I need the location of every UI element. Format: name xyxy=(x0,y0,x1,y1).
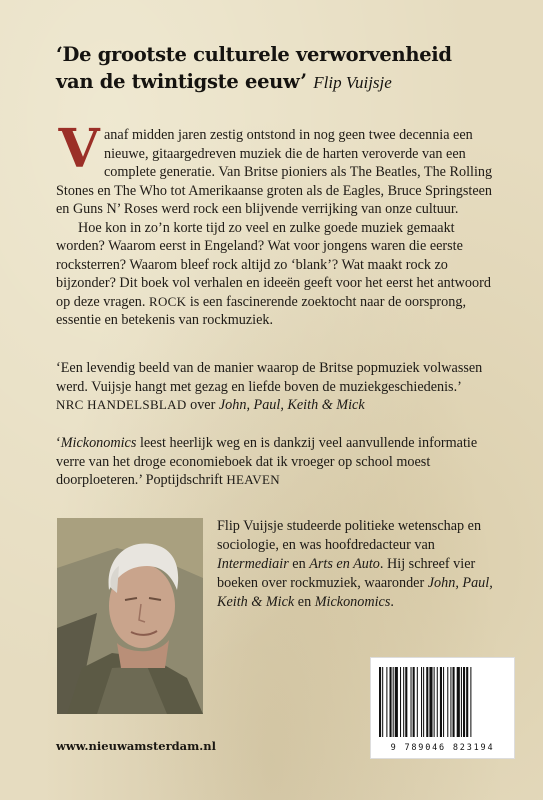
barcode-bar xyxy=(386,667,387,737)
isbn-barcode xyxy=(370,657,515,759)
headline-line-1: ‘De grootste culturele verworvenheid xyxy=(56,43,452,66)
bio-book-1: John, Paul, Keith & Mick xyxy=(217,575,493,610)
barcode-bar xyxy=(423,667,424,737)
review-heaven-source-prefix: Poptijdschrift xyxy=(145,472,223,488)
barcode-bar xyxy=(466,667,468,737)
author-photo-image xyxy=(57,518,203,714)
review-nrc-source-name: NRC HANDELSBLAD xyxy=(56,397,187,412)
barcode-bar xyxy=(421,667,422,737)
barcode-bars xyxy=(379,667,506,737)
barcode-bar xyxy=(453,667,455,737)
barcode-bar xyxy=(411,667,412,737)
barcode-bar xyxy=(429,667,432,737)
review-nrc-over: over xyxy=(190,397,216,413)
review-nrc-source xyxy=(56,396,486,415)
barcode-bar xyxy=(395,667,398,737)
bio-and-2: en xyxy=(297,594,312,610)
barcode-bar xyxy=(403,667,404,737)
review-nrc-quote: ‘Een levendig beeld van de manier waarop de Britse popmuziek volwassen werd. Vuijsje hangt met gezag en liefde boven de muziekgeschiedenis.’ xyxy=(56,360,483,395)
headline-line-2 xyxy=(56,68,526,96)
isbn-number: 9 789046 823194 xyxy=(390,743,495,753)
barcode-bar xyxy=(413,667,415,737)
author-photo xyxy=(57,518,203,714)
blurb-paragraph-2 xyxy=(56,219,494,330)
barcode-bar xyxy=(390,667,392,737)
headline-line-2-text: van de twintigste eeuw’ xyxy=(56,70,307,93)
review-heaven-book-title: Mickonomics xyxy=(60,435,137,451)
barcode-bar xyxy=(457,667,460,737)
barcode-bar xyxy=(461,667,462,737)
blurb-text xyxy=(56,118,494,330)
bio-book-2: Mickonomics xyxy=(314,594,391,610)
bio-text-a: Flip Vuijsje studeerde politieke wetenschap en sociologie, en was hoofdredacteur van xyxy=(217,518,482,553)
barcode-bar xyxy=(393,667,394,737)
bio-and-1: en xyxy=(292,556,306,572)
author-bio xyxy=(217,517,497,612)
barcode-bar xyxy=(463,667,465,737)
barcode-bar xyxy=(379,667,381,737)
review-heaven-open-quote: ‘ xyxy=(56,435,61,451)
rock-smallcaps: ROCK xyxy=(148,293,187,309)
blurb-paragraph-2-text-b: is een fascinerende zoektocht naar de oorsprong, essentie en betekenis van rockmuziek. xyxy=(56,293,466,328)
blurb-paragraph-1 xyxy=(56,118,494,219)
barcode-bar xyxy=(417,667,418,737)
headline-attribution: Flip Vuijsje xyxy=(313,73,392,92)
blurb-paragraph-1-text: anaf midden jaren zestig ontstond in nog geen twee decennia een nieuwe, gitaargedreven muziek die de harten veroverde van een complete generatie. Van Britse pioniers als The Beatles, The Rolling Stones en The Who tot Amerikaanse groten als de Eagles, Bruce Springsteen en Guns N’ Roses werd rock een blijvende verrijking van onze cultuur. xyxy=(56,127,493,217)
review-heaven xyxy=(56,434,496,490)
review-nrc xyxy=(56,359,486,415)
barcode-bar xyxy=(405,667,407,737)
review-nrc-book-title: John, Paul, Keith & Mick xyxy=(218,397,365,413)
bio-text-b: . Hij schreef vier boeken over rockmuziek, waaronder xyxy=(217,556,476,591)
drop-cap: V xyxy=(58,118,100,180)
barcode-bar xyxy=(426,667,428,737)
barcode-bar xyxy=(434,667,435,737)
bio-magazine-2: Arts en Auto xyxy=(309,556,380,572)
barcode-bar xyxy=(440,667,442,737)
publisher-website[interactable]: www.nieuwamsterdam.nl xyxy=(56,739,217,753)
barcode-bar xyxy=(470,667,471,737)
author-bio-text xyxy=(217,517,497,612)
bio-end: . xyxy=(390,594,394,610)
barcode-bar xyxy=(382,667,383,737)
barcode-bar xyxy=(437,667,438,737)
review-heaven-quote xyxy=(56,434,496,490)
review-heaven-source: HEAVEN xyxy=(226,472,280,487)
blurb-paragraph-2-text-a: Hoe kon in zo’n korte tijd zo veel en zulke goede muziek gemaakt worden? Waarom eerst in Engeland? Wat voor jongens waren die eerste rocksterren? Waarom bleef rock altijd zo ‘blank’? Wat maakt rock zo bijzonder? Dit boek vol verhalen en ideeën geeft voor het eerst het antwoord op deze vragen. xyxy=(56,219,491,310)
barcode-bar xyxy=(443,667,444,737)
bio-magazine-1: Intermediair xyxy=(217,556,289,572)
barcode-bar xyxy=(447,667,448,737)
back-cover-headline xyxy=(56,41,526,96)
barcode-bar xyxy=(400,667,401,737)
review-heaven-quote-text: leest heerlijk weg en is dankzij veel aanvullende informatie verre van het droge economieboek dat ik vroeger op school moest doorploeteren.’ xyxy=(56,435,478,488)
barcode-bar xyxy=(450,667,451,737)
